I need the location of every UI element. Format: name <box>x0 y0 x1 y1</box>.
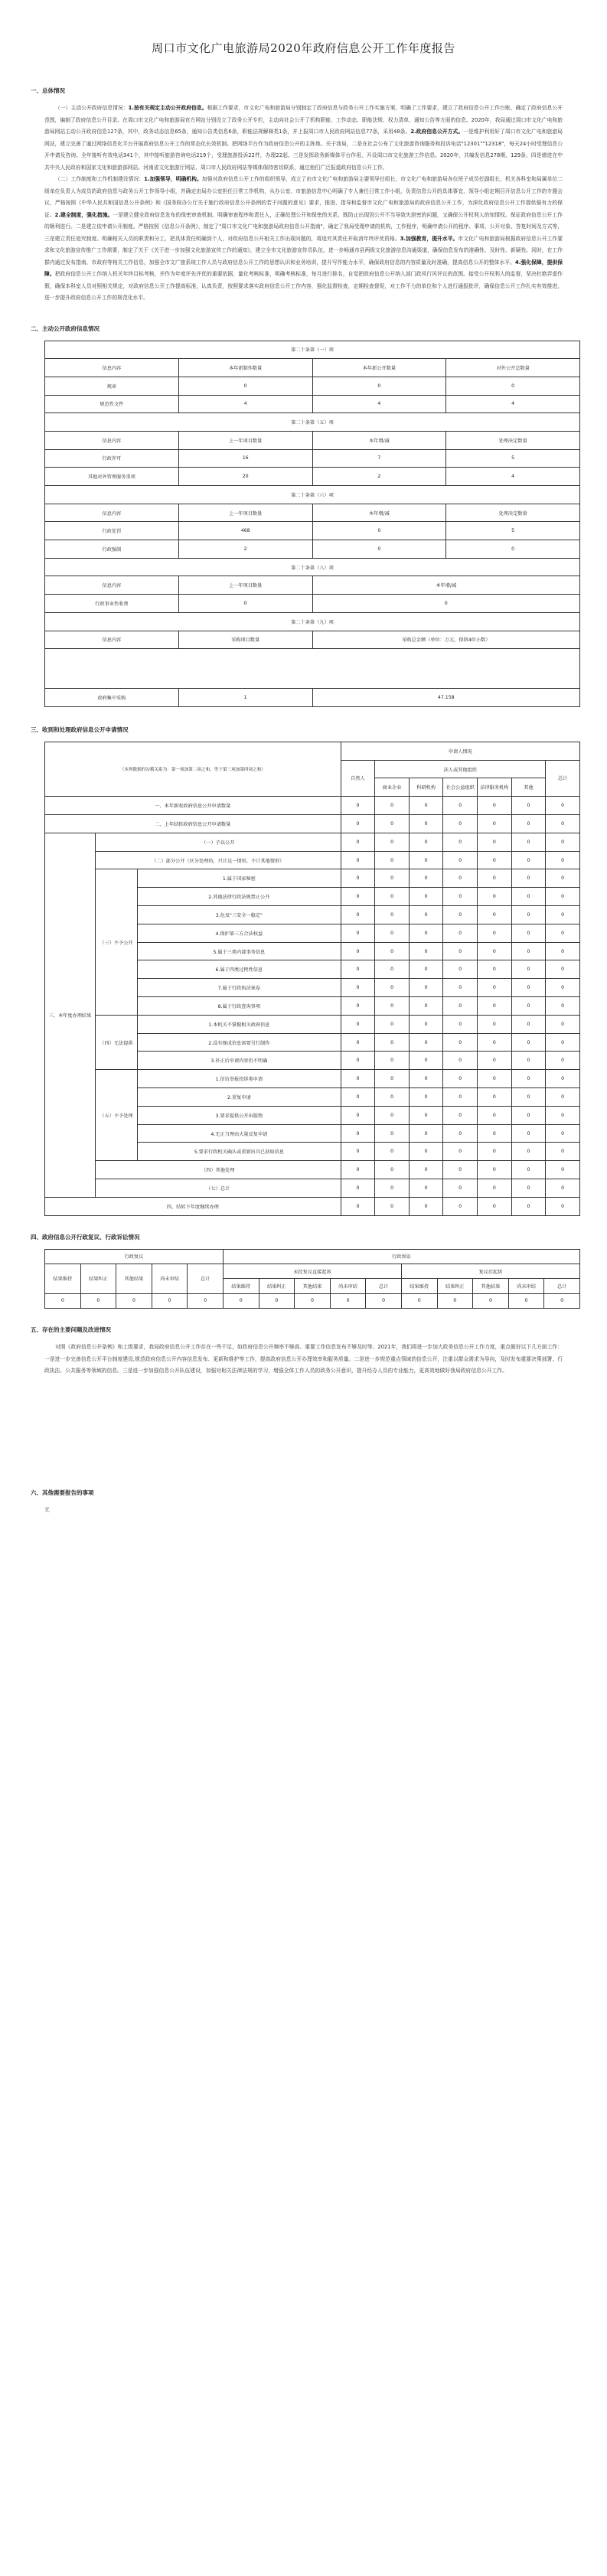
table-row: 二、上年结转政府信息公开申请数量 0 0 0 0 0 0 0 <box>45 815 580 833</box>
table-row: 规章 0 0 0 <box>45 377 580 395</box>
section6-text: 无 <box>44 1506 50 1513</box>
report-title: 周口市文化广电旅游局2020年政府信息公开工作年度报告 <box>152 41 455 55</box>
table-row: 2.没有现成信息需要另行制作 0 0 0 0 0 0 0 <box>45 1033 580 1052</box>
application-table: （本列数据的勾稽关系为：第一项加第二项之和，等于第三项加第四项之和） 申请人情况 自然人 法人或其他组织 总计 商业企业 科研机构 社会公益组织 法律服务机构 其他 一、本年新收政府信息公开申请数量 0 0 0 0 0 0 0 二、上年结转政府信息公开申请数量 0 0 0 0 0 0 0 三、本年度办理结果 （一）予以公开 0 0 0 0 0 0 0 （二）部分公开（区分处理的，只计这一情形，不计其他情形） 0 0 0 0 0 0 0 （三）不予公开 1.属于国家秘密 0 0 0 0 0 0 0 2.其他法律行政法规禁止公开 0 0 0 0 0 0 0 3.危及"三安全一稳定" 0 0 0 0 0 0 0 4.保护第三方合法权益 0 0 0 0 0 0 0 5.属于三类内部事务信息 0 0 0 0 0 0 0 6.属于四类过程性信息 0 0 0 0 0 0 0 7.属于行政执法案卷 0 0 0 0 0 0 0 8.属于行政查询事项 0 0 0 0 0 0 0 （四）无法提供 1.本机关不掌握相关政府信息 0 0 0 0 0 0 0 2.没有现成信息需要另行制作 0 0 0 0 0 0 0 3.补正后申请内容仍不明确 0 0 0 0 0 0 0 （五）不予处理 1.信访举报投诉类申请 0 0 0 0 0 0 0 2.重复申请 0 0 0 0 0 0 0 3.要求提供公开出版物 0 0 0 0 0 0 0 4.无正当理由大量反复申请 0 0 0 0 0 0 0 5.要求行政机关确认或重新出具已获取信息 0 0 0 0 0 0 0 （四）其他处理 0 0 0 0 0 0 0 （七）总计 0 0 0 0 0 0 0 四、结转下年度继续办理 0 0 0 0 0 0 0 <box>44 742 580 1216</box>
table-row: 4.保护第三方合法权益 0 0 0 0 0 0 0 <box>45 924 580 942</box>
table-row: 4.无正当理由大量反复申请 0 0 0 0 0 0 0 <box>45 1124 580 1143</box>
active-disclosure-table: 第二十条第（一）项 信息内容 本年新制作数量 本年新公开数量 对外公开总数量 规章 0 0 0 规范性文件 4 4 4 第二十条第（五）项 信息内容 上一年项目数量 本年增/减 处理决定数量 行政许可 16 7 5 其他对外管理服务事项 20 2 4 第二十条第（六）项 信息内容 上一年项目数量 本年增/减 处理决定数量 行政处罚 468 0 5 行政强制 2 0 0 第二十条第（八）项 信息内容 上一年项目数量 本年增/减 行政事业性收费 0 0 第二十条第（九）项 信息内容 采购项目数量 采购总金额（单位：万元，保留4位小数） 政府集中采购 1 47.158 <box>44 341 580 707</box>
table-row: （四）无法提供 1.本机关不掌握相关政府信息 0 0 0 0 0 0 0 <box>45 1015 580 1033</box>
table-row: 7.属于行政执法案卷 0 0 0 0 0 0 0 <box>45 979 580 997</box>
table-row: 3.补正后申请内容仍不明确 0 0 0 0 0 0 0 <box>45 1052 580 1070</box>
section1-heading: 一、总体情况 <box>31 87 65 94</box>
table-row: 3.要求提供公开出版物 0 0 0 0 0 0 0 <box>45 1106 580 1124</box>
table-row: 规范性文件 4 4 4 <box>45 395 580 413</box>
table-row: 5.属于三类内部事务信息 0 0 0 0 0 0 0 <box>45 942 580 960</box>
table-row: （四）其他处理 0 0 0 0 0 0 0 <box>45 1161 580 1179</box>
table-row: 2.其他法律行政法规禁止公开 0 0 0 0 0 0 0 <box>45 888 580 906</box>
item-8-header: 第二十条第（八）项 <box>45 558 580 576</box>
table-row: 行政强制 2 0 0 <box>45 540 580 559</box>
item-1-header: 第二十条第（一）项 <box>45 341 580 359</box>
section4-heading: 四、政府信息公开行政复议、行政诉讼情况 <box>31 1233 140 1241</box>
table-row: （三）不予公开 1.属于国家秘密 0 0 0 0 0 0 0 <box>45 869 580 888</box>
section1-paragraph2: （二）工作制度和工作机制建设情况：1.加强领导，明确机构。加强对政府信息公开工作的组织领导，成立了由市文化广电和旅游局主要领导任组长，市文化广电和旅游局各位班子成员任副组长，机关各科室和局属单位二级单位负责人为成员的政府信息与政务公开工作领导小组，并确定由局办公室担任日常工作机构，从办公室、市旅游信息中心明确了专人兼任日常工作小组，负责信息公开的具体事宜，领导小组定期召开信息公开工作的专题会议，严格按照《中华人民共和国信息公开条例》和《国务院办公厅关于施行政府信息公开条例的若干问题的意见》要求，推进、指导和监督市文化广电和旅游局的政府信息公开工作，为深化政府信息公开工作提供强有力的保证。2.建全制度，强化措施。一是建立健全政府信息发布的保密审查机制。明确审查程序和责任人，正确处理公开和保密的关系，既防止出现因公开不当导致失泄密的问题，又确保公开权利人的知情权。保证政府信息公开工作的顺利进行。二是建立依申请公开制度。严格按照《信息公开条例》，制定了"周口市文化广电和旅游局政府信息公开指南"，确定了我局受理申请的机构，工作程序，明确申请公开的程序、事项、公开对象、答复时间及方式等，三是建立责任追究制度。明确相关人员的职责和分工，把具体责任明确到个人，对政府信息公开相关工作出现问题的，将追究其责任并取消年终评优资格。3.加强教育，提升水平。市文化广电和旅游局根据政府信息公开工作要求和文化旅游宣传推广工作需要，制定了关于《关于进一步加强文化旅游宣传工作的通知》，建立全市文化旅游宣传员队伍，进一步畅通市县两级文化旅游信息沟通渠道，确保信息发布的准确性、及时性、新颖性。同时，在工作群内通过发布指南、市政府等相关工作信息，加强全市文广旅系统工作人员与政府信息公开工作的思想认识和业务培训，提升写作能力水平，确保政府信息的内容质量及时准确，提高信息公开的整体水平。4.强化保障，提供保障。把政府信息公开工作纳入机关年终目标考核，并作为年度评先评优的重要依据，量化考核标准，明确考核标准，每月进行排名，自觉把政府信息公开纳入部门政风行风评议的范围。接受公开权利人的监督，坚决杜绝弄虚作假，确保本科室人员对照相关规定，对政府信息公开工作提高标准，认真负责，按照要求落实政府信息公开工作内容，强化监督检查，定期检查督促，对工作不力的单位和个人进行通报批评，确保信息公开工作扎实有效推进，进一步提升政府信息公开工作的规范化水平。 <box>44 176 563 301</box>
section3-heading: 三、收到和处理政府信息公开申请情况 <box>31 726 129 733</box>
section5-heading: 五、存在的主要问题及改进情况 <box>31 1326 111 1334</box>
table-row: 行政许可 16 7 5 <box>45 449 580 468</box>
item-6-header: 第二十条第（六）项 <box>45 486 580 504</box>
table-row: （七）总计 0 0 0 0 0 0 0 <box>45 1179 580 1198</box>
section1-paragraph1: （一）主动公开政府信息情况：1.按有关规定主动公开政府信息。根据工作要求，市文化广电和旅游局分别制定了政府信息与政务公开工作实施方案，明确了工作要求，建立了政府信息公开工作台账，确定了政府信息公开范围，编制了政府信息公开目录。在周口市文化广电和旅游局官方网站分别设立了政务公开专栏，主动向社会公开了机构职能、工作动态、职能法规、权力清单、通知公告等方面的信息。2020年，我局通过周口市文化广电和旅游局网站主动公开政府信息127条，其中，政务动态信息65条，通知公告类信息6条，职能法规解释类1条，并上报周口市人民政府网站信息77条，采用48条。2.政府信息公开方式。一是维护利用好了周口市文化广电和旅游局网站，建立完善了通过网络信息化平台开展政府信息公开工作的常态化长效机制。把网络平台作为政府信息公开的主阵地。关于我局，二是在社会公布了文化旅游咨询服务和投诉电话"12301""12318"，每天24小时受理信息公开申请及咨询。全年接听有效电话341个，其中接听旅游咨询电话219个，受理旅游投诉22件，办理22起。三是发挥政务新媒体平台作用，开设周口市文化旅游工作信息。2020年，共编发信息278期，129条。四是增进在中共中央人民政府和国家文化和旅游部网站、河南省文化旅游厅网站、周口市人民政府网站等媒体保持密切联系，通过他们广泛报道政府信息公开工作。 <box>44 105 563 171</box>
table-row: 四、结转下年度继续办理 0 0 0 0 0 0 0 <box>45 1197 580 1215</box>
section6-heading: 六、其他需要报告的事项 <box>31 1489 94 1496</box>
item-5-header: 第二十条第（五）项 <box>45 413 580 432</box>
review-lawsuit-table: 行政复议 行政诉讼 结果维持 结果纠正 其他结果 尚未审结 总计 未经复议直接起诉 复议后起诉 结果维持 结果纠正 其他结果 尚未审结 总计 结果维持 结果纠正 其他结果 尚未审结 总计 0 0 0 0 0 0 0 0 0 0 0 0 0 0 0 <box>44 1249 580 1309</box>
table-row: （二）部分公开（区分处理的，只计这一情形，不计其他情形） 0 0 0 0 0 0 0 <box>45 851 580 869</box>
table-row: 2.重复申请 0 0 0 0 0 0 0 <box>45 1088 580 1107</box>
table-row: 8.属于行政查询事项 0 0 0 0 0 0 0 <box>45 997 580 1016</box>
table-row: 一、本年新收政府信息公开申请数量 0 0 0 0 0 0 0 <box>45 797 580 815</box>
table-blank-area <box>45 649 580 689</box>
table-row: 政府集中采购 1 47.158 <box>45 689 580 707</box>
section5-paragraph: 对照《政府信息公开条例》和上级要求，我局政府信息公开工作存在一些不足，如政府信息公开频率不够高、重要工作信息发布不够及时等。2021年，我们将进一步加大政务信息公开工作力度，重点做好以下几方面工作：一是进一步完善信息公开平台制度建设,规范政府信息公开内容信息发布、更新和维护等工作，提高政府信息公开办理效率和服务质量。二是进一步规范重点领域的信息公开，注重以群众需求为导向，及时发布重要决策部署、行政执法、公共服务等领域的信息。三是进一步加强信息公开队伍建设，加强对相关法律法规的学习，增强全体工作人员的政务公开意识，提升经办人员的专业能力，更高效地做好我局政府信息公开工作。 <box>44 1344 563 1374</box>
table-row: 行政处罚 468 0 5 <box>45 522 580 540</box>
table-row: 3.危及"三安全一稳定" 0 0 0 0 0 0 0 <box>45 906 580 924</box>
table-row: 5.要求行政机关确认或重新出具已获取信息 0 0 0 0 0 0 0 <box>45 1143 580 1161</box>
table-row: 其他对外管理服务事项 20 2 4 <box>45 468 580 486</box>
table-row: 三、本年度办理结果 （一）予以公开 0 0 0 0 0 0 0 <box>45 833 580 851</box>
section2-heading: 二、主动公开政府信息情况 <box>31 324 100 332</box>
table-row: 行政事业性收费 0 0 <box>45 595 580 613</box>
table-row: 0 0 0 0 0 0 0 0 0 0 0 0 0 0 0 <box>45 1293 580 1308</box>
item-9-header: 第二十条第（九）项 <box>45 612 580 631</box>
table-row: （五）不予处理 1.信访举报投诉类申请 0 0 0 0 0 0 0 <box>45 1070 580 1088</box>
table-row: 6.属于四类过程性信息 0 0 0 0 0 0 0 <box>45 960 580 979</box>
table-corner-note: （本列数据的勾稽关系为：第一项加第二项之和，等于第三项加第四项之和） <box>45 742 341 796</box>
